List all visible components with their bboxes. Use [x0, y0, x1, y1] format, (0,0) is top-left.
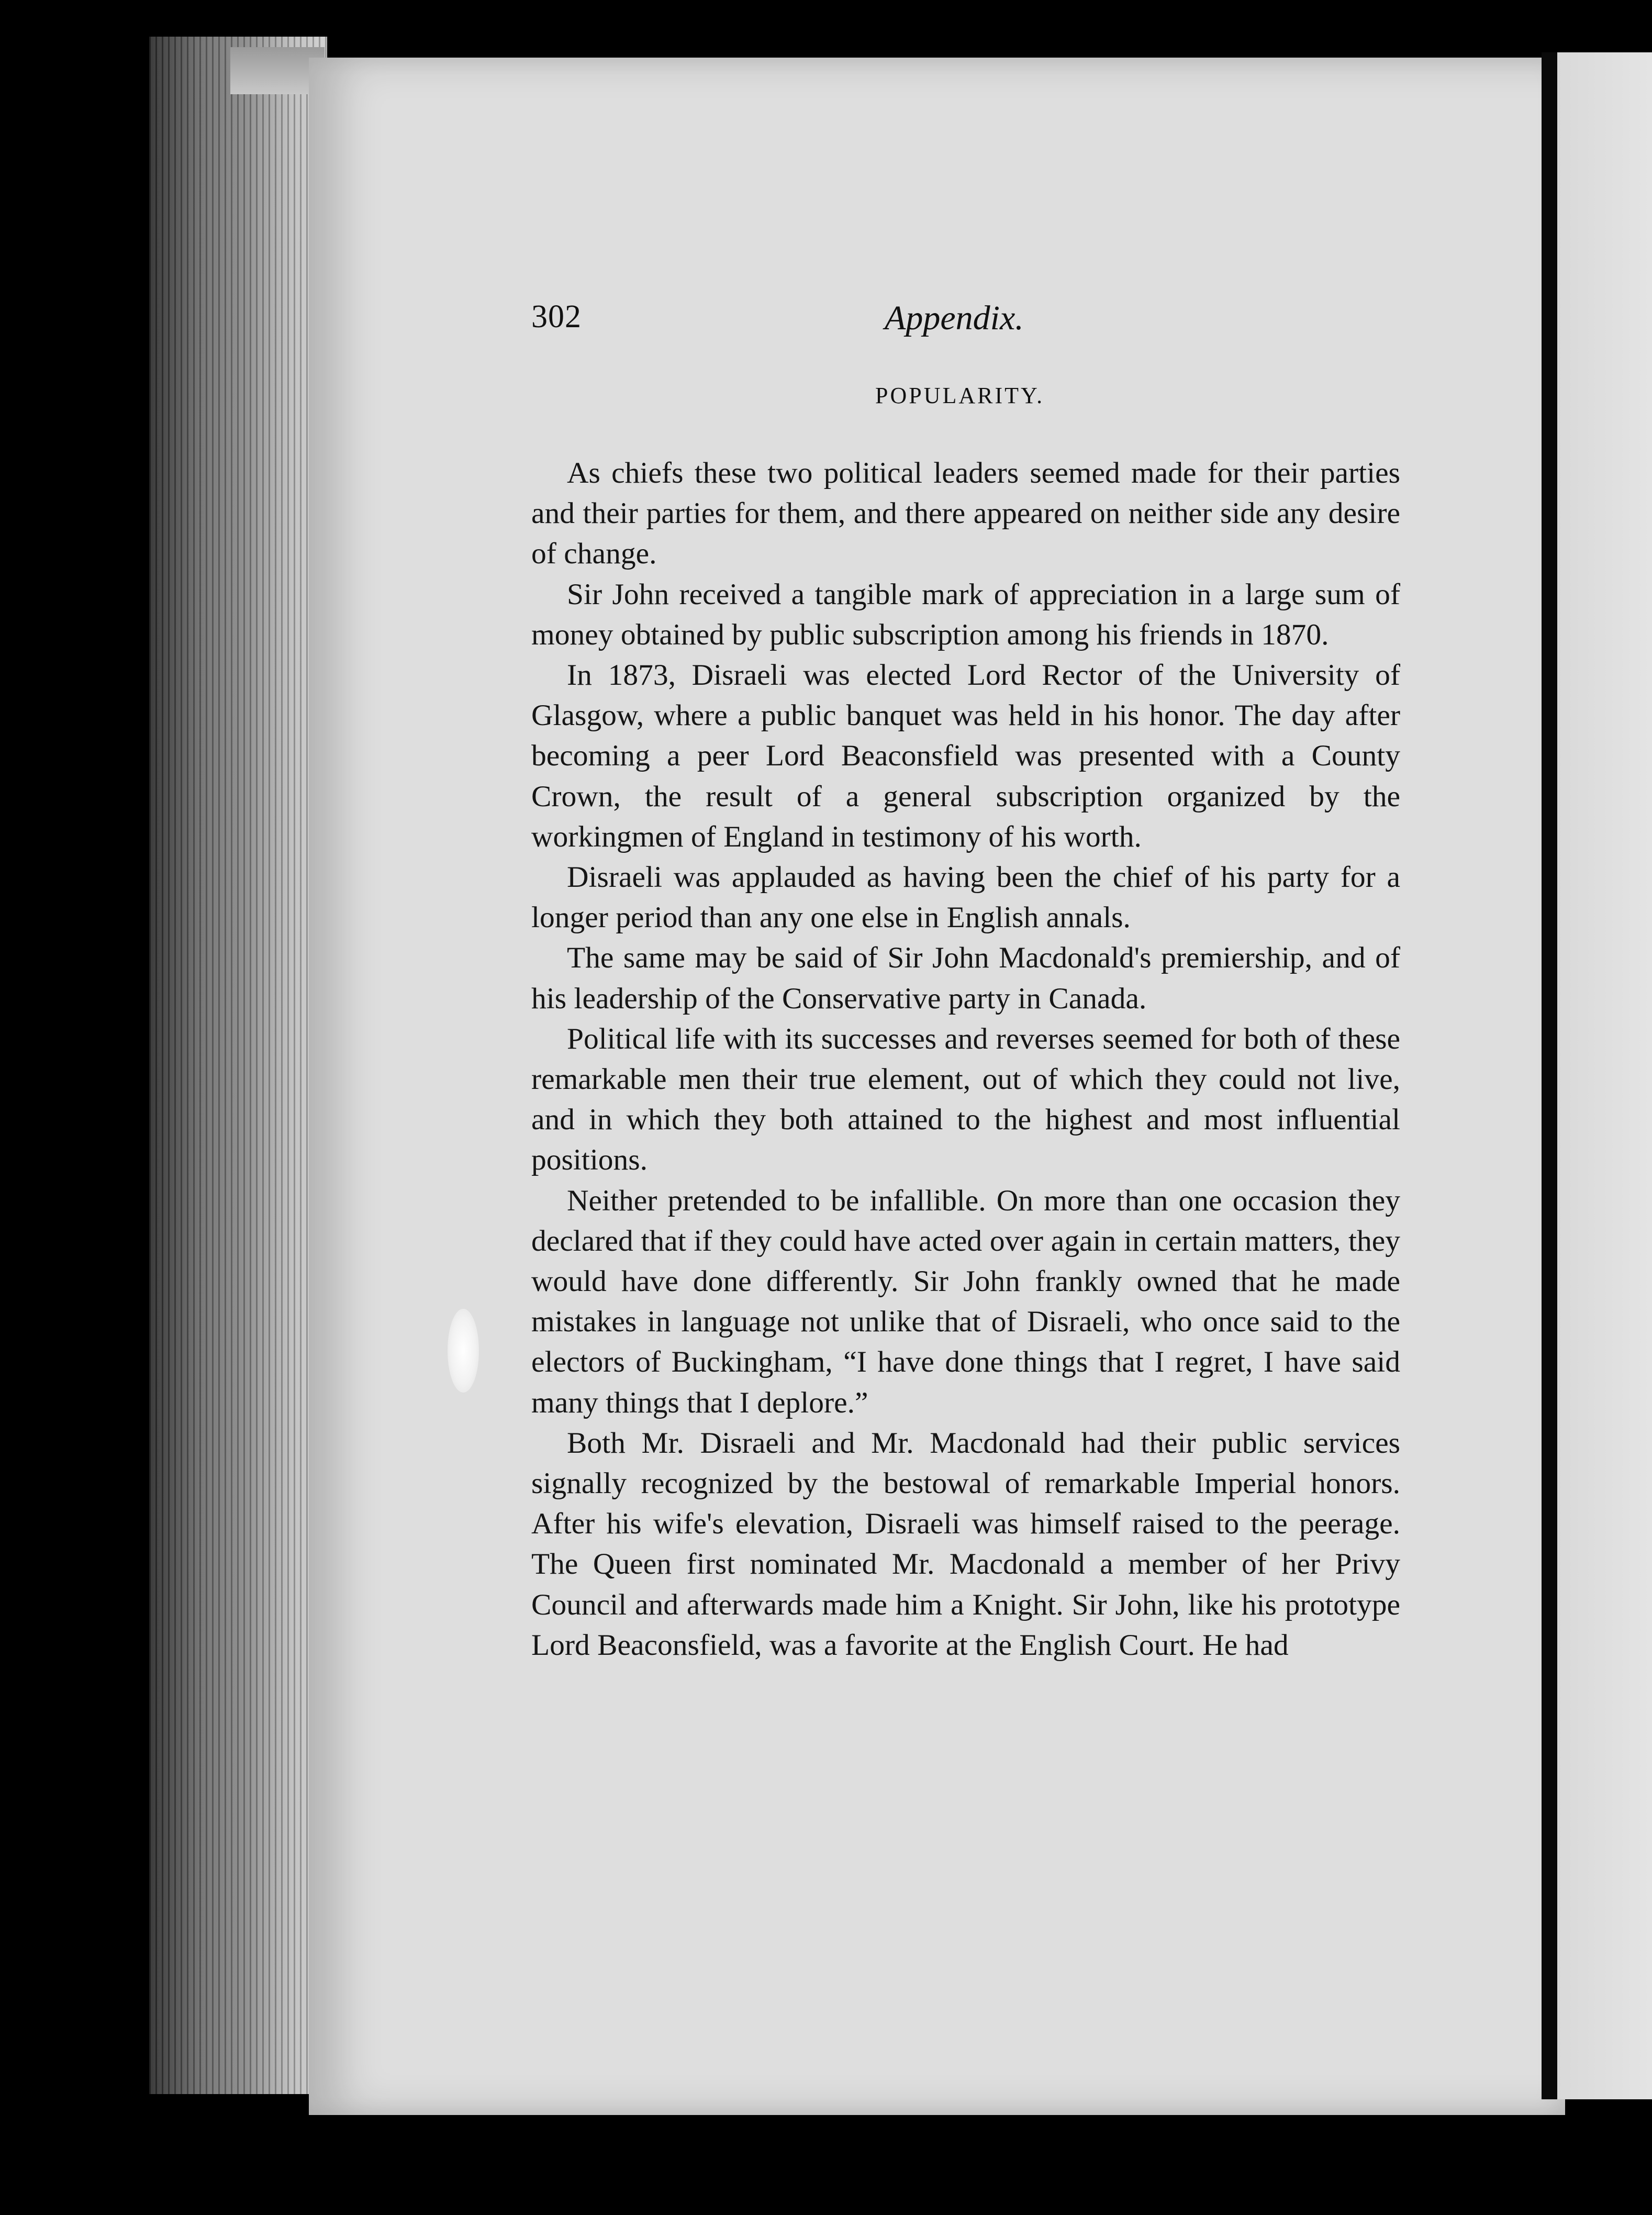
paragraph: Both Mr. Disraeli and Mr. Macdonald had their public services signally recognized by the bestowal of remarkable Imperial honors. After his wife's elevation, Disraeli was himself raised to the peerage. The Queen first nominated Mr. Macdonald a member of her Privy Council and afterwards made him a Knight. Sir John, like his prototype Lord Beaconsfield, was a favorite at the English Court. He had — [531, 1426, 1400, 1662]
page-edge-lines — [149, 37, 327, 2094]
paragraph: Disraeli was applauded as having been the chief of his party for a longer period than any one else in English annals. — [531, 861, 1400, 934]
paragraph: Political life with its successes and reverses seemed for both of these remarkable men their true element, out of which they could not live, and in which they both attained to the highest and most influential positions. — [531, 1022, 1400, 1177]
paragraph: Neither pretended to be infallible. On more than one occasion they declared that if they could have acted over again in certain matters, they would have done differently. Sir John frankly owned that he made mistakes in language not unlike that of Disraeli, who once said to the electors of Buckingham, “I have done things that I regret, I have said many things that I deplore.” — [531, 1184, 1400, 1419]
paragraph: In 1873, Disraeli was elected Lord Rector of the University of Glasgow, where a public banquet was held in his honor. The day after becoming a peer Lord Beaconsfield was presented with a County Crown, the result of a general subscription organized by the workingmen of England in testimony of his worth. — [531, 659, 1400, 853]
page-header — [531, 298, 1055, 346]
facing-page-sliver — [1557, 52, 1652, 2099]
running-head: Appendix. — [885, 299, 1024, 337]
section-title: POPULARITY. — [875, 383, 1045, 408]
paragraph: The same may be said of Sir John Macdonald's premiership, and of his leadership of the Conservative party in Canada. — [531, 941, 1400, 1015]
book-gutter — [1542, 52, 1557, 2099]
page-number: 302 — [531, 299, 582, 335]
scan-blot — [448, 1309, 479, 1393]
book-page-edges — [149, 37, 327, 2094]
paragraph: As chiefs these two political leaders seemed made for their parties and their parties for them, and there appeared on neither side any desire of change. — [531, 457, 1400, 571]
paragraph: Sir John received a tangible mark of appreciation in a large sum of money obtained by public subscription among his friends in 1870. — [531, 577, 1400, 651]
body-text — [531, 453, 1400, 1665]
